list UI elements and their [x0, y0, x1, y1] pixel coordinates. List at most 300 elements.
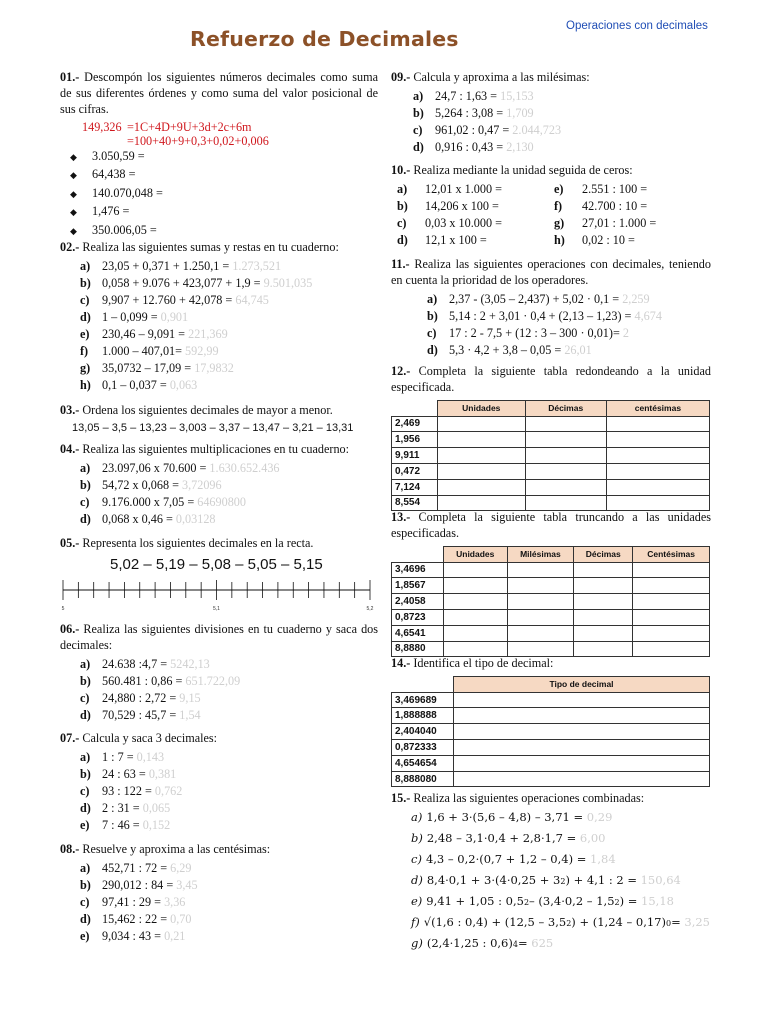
answer-cell[interactable] — [574, 578, 633, 594]
item-label: a) — [80, 860, 91, 875]
item-label: c) — [80, 894, 90, 909]
list-item — [413, 140, 711, 157]
list-item — [397, 233, 554, 250]
column-header: Centésimas — [633, 546, 710, 562]
combined-op-c: c) 4,3 – 0,2·(0,7 + 1,2 – 0,4) = 1,84 — [411, 851, 616, 866]
row-header: 2,404040 — [392, 724, 454, 740]
answer-cell[interactable] — [606, 416, 709, 432]
answer-cell[interactable] — [525, 495, 606, 511]
list-item — [80, 310, 378, 327]
question-05 — [60, 536, 378, 621]
bullet-icon: ◆ — [70, 188, 77, 199]
unit-ops-right — [554, 182, 711, 250]
item-label: b) — [427, 308, 438, 323]
item-expression: 230,46 – 9,091 = — [102, 326, 186, 341]
row-header: 0,472 — [392, 463, 438, 479]
item-answer: 64,745 — [235, 292, 269, 307]
list-item — [80, 750, 378, 767]
answer-cell[interactable] — [525, 432, 606, 448]
item-answer: 3,36 — [164, 894, 186, 909]
list-item — [80, 461, 378, 478]
topic-label: Operaciones con decimales — [566, 20, 708, 32]
table-row — [392, 771, 710, 787]
question-09-text: 09.- Calcula y aproxima a las milésimas: — [391, 70, 590, 84]
list-item — [80, 878, 378, 895]
item-label: a) — [80, 749, 91, 764]
question-02-text: 02.- Realiza las siguientes sumas y restas en tu cuaderno: — [60, 240, 339, 254]
item-expression: 23.097,06 x 70.600 = — [102, 460, 207, 475]
item-answer: 9.501,035 — [263, 275, 313, 290]
item-expression: 27,01 : 1.000 = — [582, 215, 657, 230]
item-label: b) — [413, 105, 424, 120]
list-item — [80, 691, 378, 708]
item-label: d) — [80, 911, 91, 926]
item-label: e) — [80, 326, 90, 341]
answer-cell[interactable] — [438, 463, 526, 479]
item-expression: 0,02 : 10 = — [582, 232, 635, 247]
item-expression: 93 : 122 = — [102, 783, 152, 798]
row-header: 4,654654 — [392, 755, 454, 771]
list-item — [80, 801, 378, 818]
list-item — [413, 123, 711, 140]
row-header: 8,888080 — [392, 771, 454, 787]
question-14-text: 14.- Identifica el tipo de decimal: — [391, 656, 554, 670]
item-expression: 5,264 : 3,08 = — [435, 105, 504, 120]
item-label: b) — [80, 477, 91, 492]
list-item-text: 3.050,59 = — [92, 148, 145, 163]
item-label: c) — [427, 325, 437, 340]
list-item — [427, 343, 711, 360]
answer-cell[interactable] — [438, 432, 526, 448]
item-expression: 7 : 46 = — [102, 817, 140, 832]
list-item — [60, 167, 378, 186]
item-expression: 70,529 : 45,7 = — [102, 707, 177, 722]
item-label: h) — [554, 232, 565, 247]
answer-cell[interactable] — [574, 625, 633, 641]
item-answer: 2.044,723 — [512, 122, 562, 137]
item-label: a) — [80, 656, 91, 671]
table-header-row — [392, 546, 710, 562]
item-expression: 14,206 x 100 = — [425, 198, 499, 213]
row-header: 3,469689 — [392, 692, 454, 708]
item-answer: 0,03128 — [175, 511, 216, 526]
row-header: 8,8880 — [392, 641, 444, 657]
priority-ops-list — [391, 292, 711, 360]
item-label: g) — [80, 360, 91, 375]
answer-cell[interactable] — [438, 416, 526, 432]
item-expression: 560.481 : 0,86 = — [102, 673, 183, 688]
list-item — [80, 259, 378, 276]
row-header: 1,8567 — [392, 578, 444, 594]
sums-list — [60, 259, 378, 395]
list-item — [554, 182, 711, 199]
item-label: f) — [80, 343, 89, 358]
item-expression: 2 : 31 = — [102, 800, 140, 815]
answer-cell[interactable] — [507, 609, 574, 625]
question-05-text: 05.- Representa los siguientes decimales en la recta. — [60, 536, 314, 550]
divisions-list — [60, 657, 378, 725]
item-label: d) — [80, 511, 91, 526]
answer-cell[interactable] — [507, 641, 574, 657]
item-answer: 0,152 — [142, 817, 171, 832]
table-corner-cell — [392, 546, 444, 562]
answer-cell[interactable] — [454, 724, 710, 740]
answer-cell[interactable] — [525, 416, 606, 432]
row-header: 3,4696 — [392, 562, 444, 578]
answer-cell[interactable] — [633, 594, 710, 610]
item-label: b) — [80, 766, 91, 781]
item-label: b) — [397, 198, 408, 213]
table-row — [392, 463, 710, 479]
answer-cell[interactable] — [606, 432, 709, 448]
item-label: c) — [413, 122, 423, 137]
item-answer: 0,065 — [142, 800, 171, 815]
list-item — [80, 378, 378, 395]
column-header: Unidades — [438, 400, 526, 416]
item-expression: 35,0732 – 17,09 = — [102, 360, 192, 375]
question-12-text: 12.- Completa la siguiente tabla redondeando a la unidad especificada. — [391, 364, 712, 394]
item-label: d) — [413, 139, 424, 154]
item-expression: 9.176.000 x 7,05 = — [102, 494, 195, 509]
table-row — [392, 692, 710, 708]
question-11 — [391, 257, 711, 360]
answer-cell[interactable] — [574, 562, 633, 578]
item-expression: 17 : 2 - 7,5 + (12 : 3 – 300 · 0,01)= — [449, 325, 620, 340]
row-header: 2,4058 — [392, 594, 444, 610]
row-header: 7,124 — [392, 479, 438, 495]
item-label: a) — [80, 460, 91, 475]
combined-op-e: e) 9,41 + 1,05 : 0,5 2 – (3,4·0,2 – 1,5 2 ) = 15,18 — [411, 893, 674, 908]
item-answer: 0,70 — [170, 911, 192, 926]
item-label: h) — [80, 377, 91, 392]
table-row — [392, 578, 710, 594]
item-answer: 0,21 — [164, 928, 186, 943]
answer-cell[interactable] — [574, 641, 633, 657]
answer-cell[interactable] — [507, 625, 574, 641]
answer-cell[interactable] — [454, 708, 710, 724]
item-expression: 97,41 : 29 = — [102, 894, 162, 909]
item-expression: 1 – 0,099 = — [102, 309, 158, 324]
answer-cell[interactable] — [444, 578, 508, 594]
list-item-text: 1,476 = — [92, 204, 130, 219]
bullet-icon: ◆ — [70, 207, 77, 218]
question-02 — [60, 240, 378, 395]
question-06 — [60, 622, 378, 725]
answer-cell[interactable] — [525, 463, 606, 479]
answer-cell[interactable] — [606, 479, 709, 495]
answer-cell[interactable] — [606, 448, 709, 464]
item-answer: 64690800 — [197, 494, 246, 509]
answer-cell[interactable] — [444, 609, 508, 625]
item-label: a) — [397, 181, 408, 196]
answer-cell[interactable] — [438, 495, 526, 511]
item-answer: 0,901 — [160, 309, 189, 324]
combined-op-a: a) 1,6 + 3·(5,6 – 4,8) – 3,71 = 0,29 — [411, 809, 613, 824]
item-expression: 0,916 : 0,43 = — [435, 139, 504, 154]
bullet-icon: ◆ — [70, 151, 77, 162]
item-answer: 26,01 — [564, 342, 592, 357]
answer-cell[interactable] — [633, 562, 710, 578]
item-answer: 1,709 — [506, 105, 534, 120]
item-label: a) — [427, 291, 438, 306]
item-expression: 12,1 x 100 = — [425, 232, 487, 247]
item-expression: 1.000 – 407,01= — [102, 343, 182, 358]
row-header: 8,554 — [392, 495, 438, 511]
table-row — [392, 724, 710, 740]
unit-ops-left — [397, 182, 554, 250]
milesimas-list — [391, 89, 711, 157]
item-expression: 9,034 : 43 = — [102, 928, 162, 943]
question-11-text: 11.- Realiza las siguientes operaciones con decimales, teniendo en cuenta la prioridad de los operadores. — [391, 257, 711, 287]
column-header: Décimas — [525, 400, 606, 416]
question-13-text: 13.- Completa la siguiente tabla truncando a las unidades especificadas. — [391, 510, 712, 540]
table-header-row — [392, 400, 710, 416]
list-item — [80, 912, 378, 929]
example-line-2: =100+40+9+0,3+0,02+0,006 — [127, 133, 269, 148]
question-15-text: 15.- Realiza las siguientes operaciones combinadas: — [391, 791, 645, 805]
answer-cell[interactable] — [574, 609, 633, 625]
answer-cell[interactable] — [507, 578, 574, 594]
question-06-text: 06.- Realiza las siguientes divisiones en tu cuaderno y saca dos decimales: — [60, 622, 379, 652]
list-item — [80, 929, 378, 946]
approx-list — [60, 861, 378, 946]
list-item — [60, 186, 378, 205]
item-label: d) — [80, 707, 91, 722]
question-08-text: 08.- Resuelve y aproxima a las centésimas: — [60, 842, 271, 856]
list-item — [60, 223, 378, 242]
answer-cell[interactable] — [606, 495, 709, 511]
table-row — [392, 625, 710, 641]
item-expression: 290,012 : 84 = — [102, 877, 174, 892]
combined-ops-list — [391, 810, 711, 957]
question-03-text: 03.- Ordena los siguientes decimales de mayor a menor. — [60, 403, 333, 417]
calc-list — [60, 750, 378, 835]
item-expression: 452,71 : 72 = — [102, 860, 168, 875]
list-item-text: 350.006,05 = — [92, 222, 157, 237]
combined-op-d: d) 8,4·0,1 + 3·(4·0,25 + 3 2 ) + 4,1 : 2 = 150,64 — [411, 872, 681, 887]
number-line-tick-label: 5,2 — [366, 606, 374, 613]
answer-cell[interactable] — [444, 562, 508, 578]
table-row — [392, 562, 710, 578]
answer-cell[interactable] — [454, 740, 710, 756]
item-answer: 1.630.652.436 — [209, 460, 280, 475]
table-header-row — [392, 676, 710, 692]
list-item — [80, 495, 378, 512]
list-item — [427, 292, 711, 309]
answer-cell[interactable] — [438, 448, 526, 464]
list-item-text: 64,438 = — [92, 167, 136, 182]
answer-cell[interactable] — [454, 692, 710, 708]
answer-cell[interactable] — [454, 755, 710, 771]
question-13 — [391, 510, 711, 657]
decompose-list — [60, 149, 378, 242]
question-09 — [391, 70, 711, 157]
answer-cell[interactable] — [507, 594, 574, 610]
table-row — [392, 432, 710, 448]
question-15 — [391, 791, 711, 957]
item-answer: 3,72096 — [182, 477, 222, 492]
answer-cell[interactable] — [574, 594, 633, 610]
item-label: a) — [80, 258, 91, 273]
item-expression: 2.551 : 100 = — [582, 181, 648, 196]
question-01-text: 01.- Descompón los siguientes números decimales como suma de sus diferentes órdenes y como suma del valor posicional de sus cifras. — [60, 70, 378, 116]
item-answer: 17,9832 — [194, 360, 234, 375]
answer-cell[interactable] — [507, 562, 574, 578]
table-row — [392, 448, 710, 464]
item-answer: 2 — [622, 325, 629, 340]
truncating-table — [391, 546, 710, 658]
item-expression: 12,01 x 1.000 = — [425, 181, 502, 196]
answer-cell[interactable] — [606, 463, 709, 479]
item-expression: 15,462 : 22 = — [102, 911, 168, 926]
item-answer: 0,381 — [148, 766, 177, 781]
item-label: c) — [80, 494, 90, 509]
row-header: 1,956 — [392, 432, 438, 448]
item-answer: 4,674 — [634, 308, 662, 323]
item-expression: 0,03 x 10.000 = — [425, 215, 502, 230]
list-item — [80, 657, 378, 674]
item-expression: 1 : 7 = — [102, 749, 134, 764]
row-header: 2,469 — [392, 416, 438, 432]
table-row — [392, 594, 710, 610]
item-expression: 9,907 + 12.760 + 42,078 = — [102, 292, 233, 307]
combined-op-b: b) 2,48 – 3,1·0,4 + 2,8·1,7 = 6,00 — [411, 830, 606, 845]
line-values: 5,02 – 5,19 – 5,08 – 5,05 – 5,15 — [110, 555, 323, 573]
list-item — [80, 861, 378, 878]
column-header: centésimas — [606, 400, 709, 416]
combined-op-g: g) (2,4·1,25 : 0,6) 4 = 625 — [411, 935, 554, 950]
number-line-tick-label: 5,1 — [213, 606, 220, 613]
list-item — [554, 233, 711, 250]
multiplications-list — [60, 461, 378, 529]
order-values: 13,05 – 3,5 – 13,23 – 3,003 – 3,37 – 13,47 – 3,21 – 13,31 — [72, 421, 354, 434]
bullet-icon: ◆ — [70, 225, 77, 236]
list-item — [397, 216, 554, 233]
item-expression: 24.638 :4,7 = — [102, 656, 168, 671]
item-expression: 24 : 63 = — [102, 766, 146, 781]
item-answer: 9,15 — [179, 690, 201, 705]
item-answer: 6,29 — [170, 860, 192, 875]
question-03 — [60, 403, 378, 435]
row-header: 0,8723 — [392, 609, 444, 625]
example-line-1: 149,326 =1C+4D+9U+3d+2c+6m — [82, 119, 252, 134]
answer-cell[interactable] — [438, 479, 526, 495]
item-expression: 24,7 : 1,63 = — [435, 88, 498, 103]
item-answer: 5242,13 — [170, 656, 210, 671]
item-answer: 3,45 — [176, 877, 198, 892]
question-12 — [391, 364, 711, 511]
item-label: e) — [554, 181, 564, 196]
list-item — [80, 784, 378, 801]
column-header: Décimas — [574, 546, 633, 562]
item-label: c) — [80, 783, 90, 798]
item-expression: 2,37 - (3,05 – 2,437) + 5,02 · 0,1 = — [449, 291, 620, 306]
rounding-table — [391, 400, 710, 512]
combined-op-f: f) √(1,6 : 0,4) + (12,5 – 3,5 2 ) + (1,24 – 0,17) 0 = 3,25 — [411, 914, 710, 929]
question-04 — [60, 442, 378, 529]
list-item — [397, 199, 554, 216]
answer-cell[interactable] — [444, 594, 508, 610]
bullet-icon: ◆ — [70, 170, 77, 181]
item-answer: 592,99 — [185, 343, 219, 358]
item-answer: 221,369 — [188, 326, 228, 341]
list-item — [80, 361, 378, 378]
answer-cell[interactable] — [633, 578, 710, 594]
item-label: d) — [80, 800, 91, 815]
row-header: 9,911 — [392, 448, 438, 464]
list-item — [80, 478, 378, 495]
item-expression: 42.700 : 10 = — [582, 198, 648, 213]
item-expression: 0,1 – 0,037 = — [102, 377, 167, 392]
list-item — [60, 149, 378, 168]
answer-cell[interactable] — [454, 771, 710, 787]
list-item — [80, 674, 378, 691]
table-row — [392, 755, 710, 771]
item-label: b) — [80, 673, 91, 688]
answer-cell[interactable] — [633, 625, 710, 641]
list-item — [397, 182, 554, 199]
item-expression: 24,880 : 2,72 = — [102, 690, 177, 705]
row-header: 1,888888 — [392, 708, 454, 724]
table-row — [392, 708, 710, 724]
item-answer: 2,130 — [506, 139, 534, 154]
list-item — [427, 326, 711, 343]
table-corner-cell — [392, 676, 454, 692]
item-label: a) — [413, 88, 424, 103]
item-label: e) — [80, 817, 90, 832]
question-10 — [391, 163, 711, 250]
list-item — [80, 818, 378, 835]
item-label: c) — [80, 292, 90, 307]
table-row — [392, 495, 710, 511]
item-answer: 0,143 — [136, 749, 165, 764]
list-item — [80, 767, 378, 784]
item-label: b) — [80, 877, 91, 892]
table-row — [392, 416, 710, 432]
answer-cell[interactable] — [633, 641, 710, 657]
item-expression: 5,3 · 4,2 + 3,8 – 0,05 = — [449, 342, 562, 357]
item-answer: 1,54 — [179, 707, 201, 722]
answer-cell[interactable] — [633, 609, 710, 625]
answer-cell[interactable] — [525, 448, 606, 464]
answer-cell[interactable] — [525, 479, 606, 495]
row-header: 4,6541 — [392, 625, 444, 641]
item-label: c) — [397, 215, 407, 230]
decimal-type-table — [391, 676, 710, 788]
item-answer: 0,762 — [154, 783, 183, 798]
answer-cell[interactable] — [444, 625, 508, 641]
item-expression: 0,058 + 9.076 + 423,077 + 1,9 = — [102, 275, 261, 290]
list-item — [427, 309, 711, 326]
number-line — [60, 576, 378, 616]
item-expression: 5,14 : 2 + 3,01 · 0,4 + (2,13 – 1,23) = — [449, 308, 632, 323]
answer-cell[interactable] — [444, 641, 508, 657]
list-item — [554, 199, 711, 216]
question-10-text: 10.- Realiza mediante la unidad seguida de ceros: — [391, 163, 633, 177]
table-row — [392, 740, 710, 756]
question-04-text: 04.- Realiza las siguientes multiplicaciones en tu cuaderno: — [60, 442, 350, 456]
list-item — [80, 344, 378, 361]
list-item — [413, 106, 711, 123]
list-item — [80, 708, 378, 725]
item-label: c) — [80, 690, 90, 705]
table-row — [392, 641, 710, 657]
item-label: e) — [80, 928, 90, 943]
item-label: d) — [397, 232, 408, 247]
item-answer: 0,063 — [169, 377, 198, 392]
item-expression: 961,02 : 0,47 = — [435, 122, 510, 137]
list-item — [80, 293, 378, 310]
